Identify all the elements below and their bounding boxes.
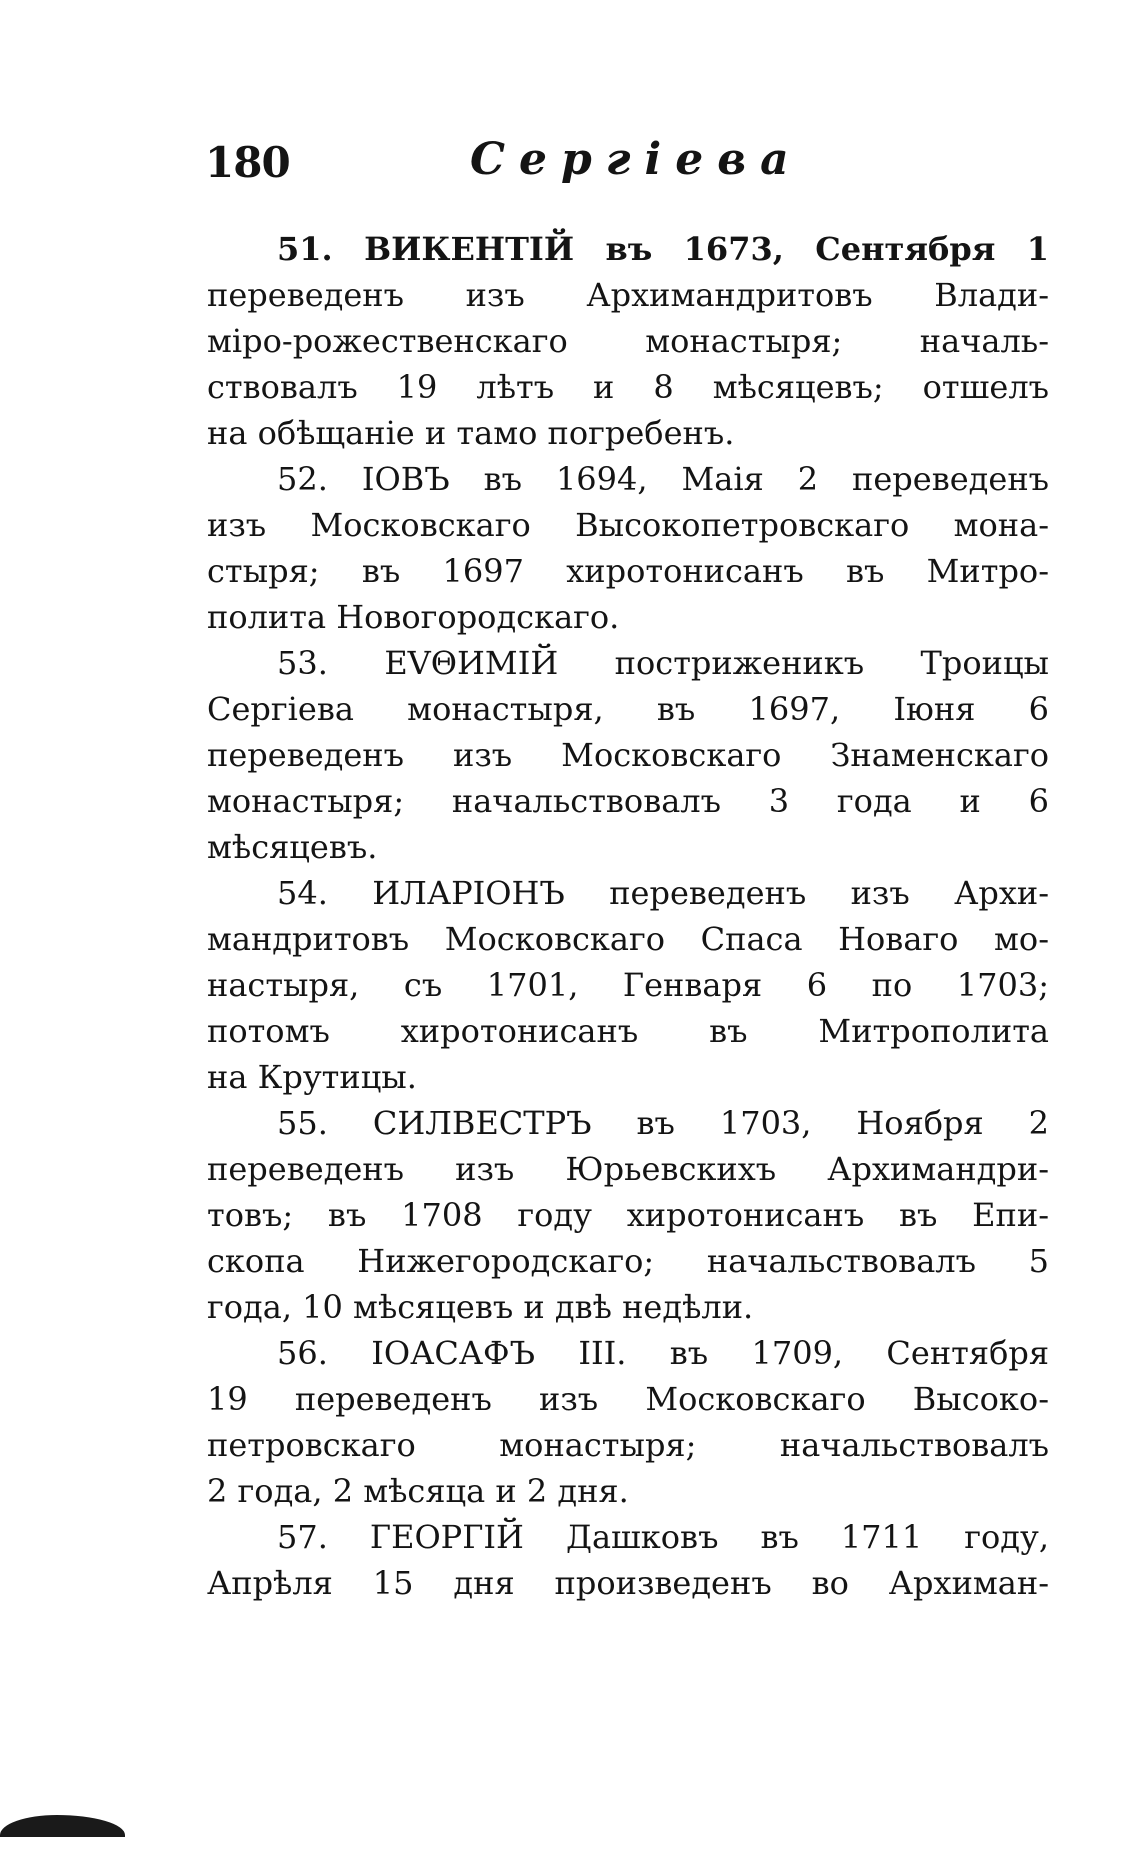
text-line: монастыря; начальствовалъ 3 года и 6 — [207, 782, 1049, 820]
text-line: 2 года, 2 мѣсяца и 2 дня. — [207, 1472, 629, 1510]
text-line: года, 10 мѣсяцевъ и двѣ недѣли. — [207, 1288, 754, 1326]
text-line: мандритовъ Московскаго Спаса Новаго мо- — [207, 920, 1049, 958]
text-line: настыря, съ 1701, Генваря 6 по 1703; — [207, 966, 1049, 1004]
text-line: 57. ГЕОРГIЙ Дашковъ въ 1711 году, — [277, 1518, 1049, 1556]
text-line: Апрѣля 15 дня произведенъ во Архиман- — [207, 1564, 1049, 1602]
text-line: мѣсяцевъ. — [207, 828, 378, 866]
page-header — [205, 130, 925, 200]
text-line: Сергiева монастыря, въ 1697, Iюня 6 — [207, 690, 1049, 728]
text-line: 53. ЕVΘИМIЙ постриженикъ Троицы — [277, 644, 1049, 682]
text-line: мiро-рожественскаго монастыря; началь- — [207, 322, 1049, 360]
text-line: потомъ хиротонисанъ въ Митрополита — [207, 1012, 1049, 1050]
text-line: переведенъ изъ Московскаго Знаменскаго — [207, 736, 1049, 774]
page-number: 180 — [205, 138, 290, 187]
text-line: переведенъ изъ Архимандритовъ Влади- — [207, 276, 1049, 314]
text-line: 51. ВИКЕНТIЙ въ 1673, Сентября 1 — [277, 230, 1049, 268]
body-text — [207, 226, 1049, 1606]
text-line: на Крутицы. — [207, 1058, 417, 1096]
text-line: на обѣщанiе и тамо погребенъ. — [207, 414, 735, 452]
ink-blot — [0, 1815, 125, 1837]
text-line: 19 переведенъ изъ Московскаго Высоко- — [207, 1380, 1049, 1418]
text-line: скопа Нижегородскаго; начальствовалъ 5 — [207, 1242, 1049, 1280]
running-title: Сергiева — [470, 134, 803, 185]
text-line: полита Новогородскаго. — [207, 598, 620, 636]
text-line: 54. ИЛАРIОНЪ переведенъ изъ Архи- — [277, 874, 1049, 912]
text-line: 52. IОВЪ въ 1694, Маiя 2 переведенъ — [277, 460, 1049, 498]
text-line: товъ; въ 1708 году хиротонисанъ въ Епи- — [207, 1196, 1049, 1234]
text-line: петровскаго монастыря; начальствовалъ — [207, 1426, 1049, 1464]
text-line: 55. СИЛВЕСТРЪ въ 1703, Ноября 2 — [277, 1104, 1049, 1142]
text-line: 56. IОАСАФЪ III. въ 1709, Сентября — [277, 1334, 1049, 1372]
text-line: ствовалъ 19 лѣтъ и 8 мѣсяцевъ; отшелъ — [207, 368, 1049, 406]
text-line: переведенъ изъ Юрьевскихъ Архимандри- — [207, 1150, 1049, 1188]
text-line: стыря; въ 1697 хиротонисанъ въ Митро- — [207, 552, 1049, 590]
text-line: изъ Московскаго Высокопетровскаго мона- — [207, 506, 1049, 544]
